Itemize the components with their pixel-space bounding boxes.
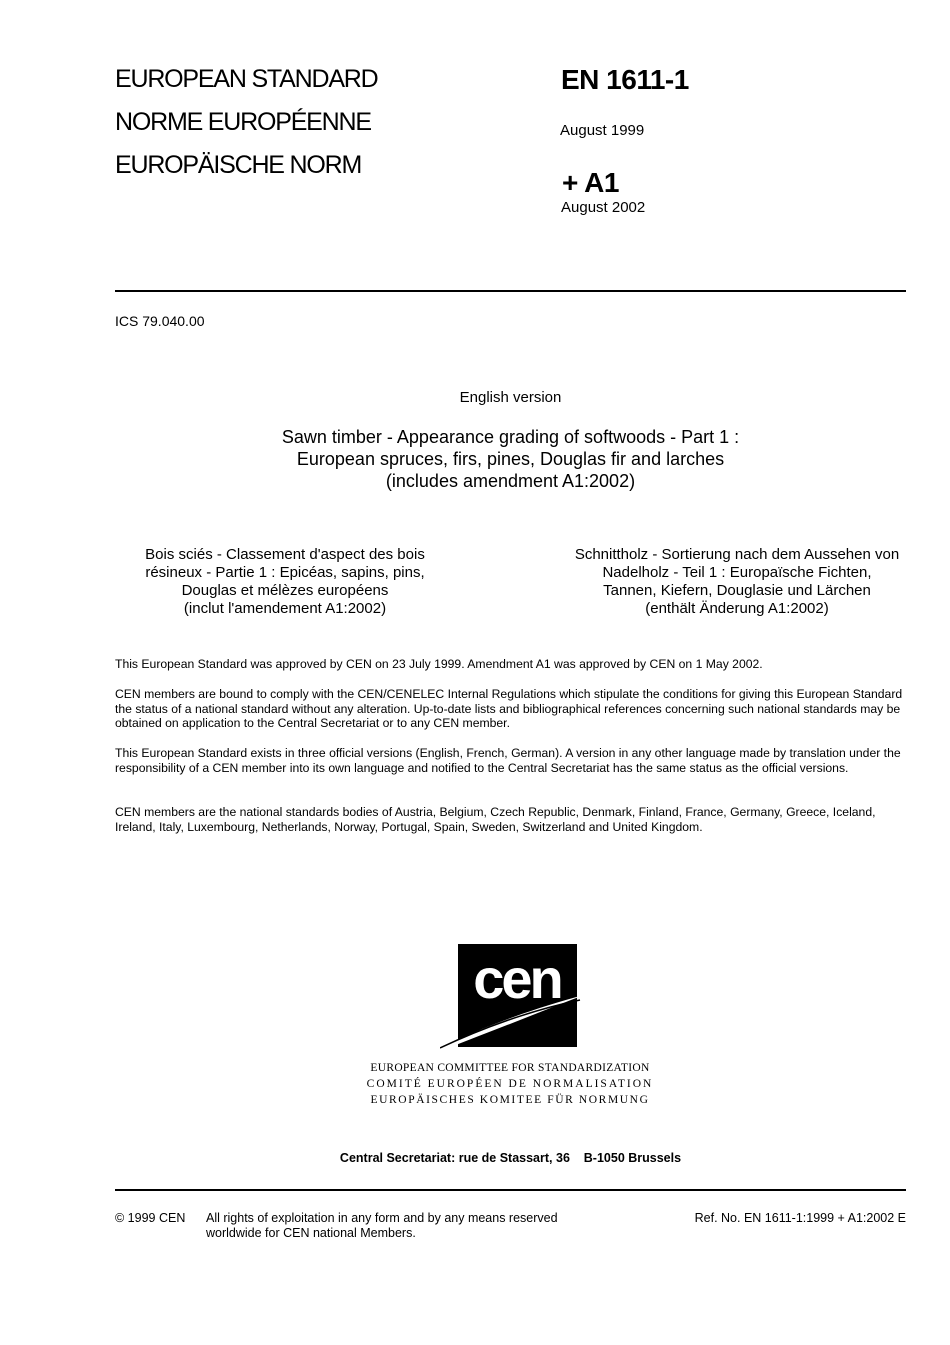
versions-paragraph: This European Standard exists in three official versions (English, French, German). A version in any other language made by translation under the responsibility of a CEN member into its own language and notified to the Central Secretariat has the same status as the official versions. — [115, 746, 901, 775]
compliance-paragraph: CEN members are bound to comply with the CEN/CENELEC Internal Regulations which stipulate the conditions for giving this European Standard the status of a national standard without any alteration. Up-to-date lists and bibliographical references concerning such national standards may be obtained on application to the Central Secretariat or to any CEN member. — [115, 687, 903, 730]
title-german: EUROPÄISCHE NORM — [115, 151, 362, 179]
french-title — [115, 546, 455, 618]
publication-date: August 1999 — [560, 122, 645, 139]
main-title-line: (includes amendment A1:2002) — [385, 471, 636, 491]
ics-code: ICS 79.040.00 — [115, 313, 205, 329]
rights-line: All rights of exploitation in any form and by any means reserved — [206, 1211, 558, 1225]
logo-text-french: COMITÉ EUROPÉEN DE NORMALISATION — [366, 1078, 654, 1090]
title-english: EUROPEAN STANDARD — [115, 65, 378, 93]
french-title-line: Bois sciés - Classement d'aspect des bois — [145, 546, 425, 563]
version-label: English version — [459, 389, 562, 406]
german-title-line: Tannen, Kiefern, Douglasie und Lärchen — [603, 582, 871, 599]
bottom-rule — [115, 1189, 906, 1191]
logo-text-german: EUROPÄISCHES KOMITEE FÜR NORMUNG — [370, 1094, 650, 1106]
rights-notice — [206, 1211, 558, 1241]
german-title-line: Schnittholz - Sortierung nach dem Aussehen von — [574, 546, 900, 563]
reference-number: Ref. No. EN 1611-1:1999 + A1:2002 E — [694, 1211, 906, 1225]
main-title-line: European spruces, firs, pines, Douglas fir and larches — [296, 449, 725, 469]
french-title-line: (inclut l'amendement A1:2002) — [183, 600, 387, 617]
members-paragraph: CEN members are the national standards bodies of Austria, Belgium, Czech Republic, Denmark, Finland, France, Germany, Greece, Iceland, Ireland, Italy, Luxembourg, Netherlands, Norway, Portugal, Spain, Sweden, Switzerland and United Kingdom. — [115, 805, 876, 834]
standard-number: EN 1611-1 — [561, 64, 689, 95]
cen-logo-mark: cen — [473, 947, 561, 1010]
title-french: NORME EUROPÉENNE — [115, 108, 371, 136]
french-title-line: Douglas et mélèzes européens — [181, 582, 389, 599]
approval-paragraph: This European Standard was approved by CEN on 23 July 1999. Amendment A1 was approved by CEN on 1 May 2002. — [115, 657, 763, 671]
amendment-label: + A1 — [562, 167, 619, 198]
german-title-line: (enthält Änderung A1:2002) — [645, 600, 829, 617]
french-title-line: résineux - Partie 1 : Epicéas, sapins, pins, — [145, 564, 425, 581]
rights-line: worldwide for CEN national Members. — [206, 1226, 416, 1240]
amendment-date: August 2002 — [561, 199, 646, 216]
cen-logo — [440, 940, 585, 1052]
main-title — [115, 426, 906, 492]
main-title-line: Sawn timber - Appearance grading of softwoods - Part 1 : — [281, 427, 740, 447]
logo-text-english: EUROPEAN COMMITTEE FOR STANDARDIZATION — [370, 1062, 650, 1074]
german-title — [562, 546, 912, 618]
copyright: © 1999 CEN — [115, 1211, 186, 1225]
central-secretariat: Central Secretariat: rue de Stassart, 36 B-1050 Brussels — [339, 1151, 682, 1165]
top-rule — [115, 290, 906, 292]
german-title-line: Nadelholz - Teil 1 : Europaïsche Fichten, — [602, 564, 872, 581]
